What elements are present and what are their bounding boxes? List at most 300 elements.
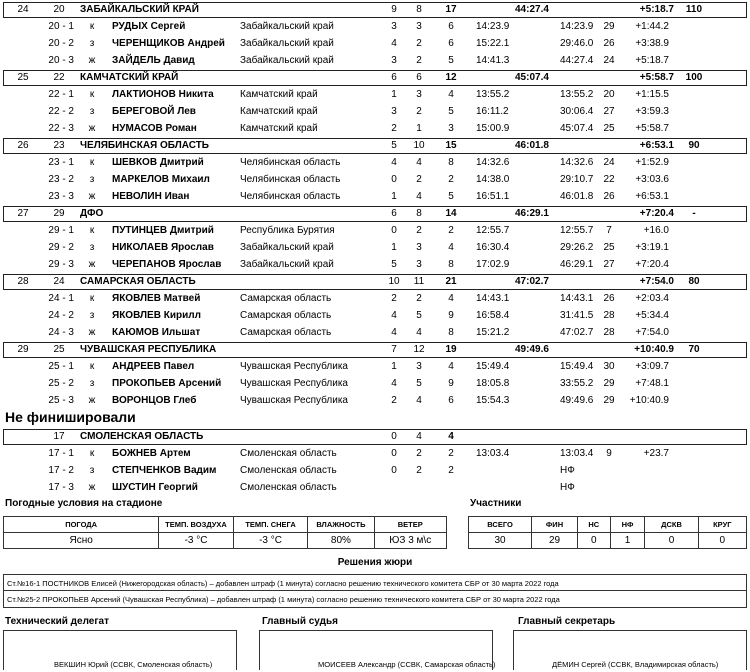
member-id: 22 - 3	[48, 123, 74, 134]
team-c: 21	[445, 276, 457, 287]
team-pts: 80	[688, 276, 700, 287]
member-gap: +5:58.7	[635, 123, 669, 134]
official-name: МОИСЕЕВ Александр (ССВК, Самарская область)	[318, 660, 496, 669]
team-name: КАМЧАТСКИЙ КРАЙ	[80, 72, 179, 83]
member-name: ШУСТИН Георгий	[112, 482, 198, 493]
member-leg: 15:00.9	[476, 123, 510, 134]
weather-header: ТЕМП. СНЕГА	[233, 517, 308, 533]
dnf-title: Не финишировали	[5, 409, 136, 425]
member-total: НФ	[560, 482, 575, 493]
team-name: СМОЛЕНСКАЯ ОБЛАСТЬ	[80, 431, 204, 442]
participants-header: ФИН	[532, 517, 578, 533]
team-place: 24	[17, 4, 29, 15]
member-b: 4	[416, 157, 422, 168]
member-c: 2	[448, 174, 454, 185]
member-c: 4	[448, 293, 454, 304]
member-leg: 16:51.1	[476, 191, 510, 202]
member-name: НИКОЛАЕВ Ярослав	[112, 242, 214, 253]
member-a: 2	[391, 395, 397, 406]
member-name: КАЮМОВ Ильшат	[112, 327, 201, 338]
member-stage: к	[89, 448, 95, 459]
team-time: 46:01.8	[515, 140, 549, 151]
member-a: 4	[391, 327, 397, 338]
team-c: 12	[445, 72, 457, 83]
team-place: 28	[17, 276, 29, 287]
weather-value: -3 °C	[233, 533, 308, 549]
team-time: 46:29.1	[515, 208, 549, 219]
member-id: 29 - 1	[48, 225, 74, 236]
member-stage: к	[89, 157, 95, 168]
member-total: 47:02.7	[560, 327, 594, 338]
member-total: 31:41.5	[560, 310, 594, 321]
team-c: 15	[445, 140, 457, 151]
member-id: 22 - 2	[48, 106, 74, 117]
member-id: 20 - 1	[48, 21, 74, 32]
member-stage: з	[89, 465, 95, 476]
member-b: 2	[416, 448, 422, 459]
member-leg: 16:58.4	[476, 310, 510, 321]
member-c: 4	[448, 89, 454, 100]
participants-header: КРУГ	[698, 517, 746, 533]
member-stage: з	[89, 106, 95, 117]
member-pos: 25	[603, 242, 615, 253]
member-gap: +1:15.5	[635, 89, 669, 100]
member-name: МАРКЕЛОВ Михаил	[112, 174, 210, 185]
member-leg: 17:02.9	[476, 259, 510, 270]
member-region: Чувашская Республика	[240, 361, 348, 372]
team-c: 14	[445, 208, 457, 219]
participants-table	[468, 516, 747, 549]
member-region: Забайкальский край	[240, 38, 334, 49]
member-stage: ж	[88, 395, 96, 406]
member-leg: 18:05.8	[476, 378, 510, 389]
participants-title: Участники	[470, 498, 522, 509]
team-time: 49:49.6	[515, 344, 549, 355]
member-name: ЯКОВЛЕВ Матвей	[112, 293, 201, 304]
member-b: 2	[416, 38, 422, 49]
team-pts: 90	[688, 140, 700, 151]
participants-header: ВСЕГО	[469, 517, 532, 533]
member-b: 3	[416, 21, 422, 32]
member-c: 2	[448, 225, 454, 236]
member-gap: +7:20.4	[635, 259, 669, 270]
member-name: ЯКОВЛЕВ Кирилл	[112, 310, 201, 321]
member-pos: 29	[603, 395, 615, 406]
member-stage: к	[89, 89, 95, 100]
team-pts: -	[692, 208, 696, 219]
member-pos: 27	[603, 106, 615, 117]
member-gap: +6:53.1	[635, 191, 669, 202]
member-b: 2	[416, 106, 422, 117]
member-id: 29 - 3	[48, 259, 74, 270]
member-pos: 26	[603, 293, 615, 304]
member-region: Смоленская область	[240, 482, 337, 493]
member-leg: 14:38.0	[476, 174, 510, 185]
member-stage: ж	[88, 259, 96, 270]
member-b: 3	[416, 361, 422, 372]
member-region: Забайкальский край	[240, 21, 334, 32]
member-a: 3	[391, 55, 397, 66]
member-region: Челябинская область	[240, 174, 341, 185]
team-time: 44:27.4	[515, 4, 549, 15]
member-total: 29:46.0	[560, 38, 594, 49]
team-c: 19	[445, 344, 457, 355]
member-name: ПУТИНЦЕВ Дмитрий	[112, 225, 214, 236]
member-id: 29 - 2	[48, 242, 74, 253]
jury-title: Решения жюри	[337, 557, 413, 568]
team-gap: +5:58.7	[639, 72, 674, 83]
member-c: 2	[448, 465, 454, 476]
team-name: ЧУВАШСКАЯ РЕСПУБЛИКА	[80, 344, 217, 355]
team-num: 25	[53, 344, 65, 355]
weather-header: ВЛАЖНОСТЬ	[308, 517, 374, 533]
member-name: РУДЫХ Сергей	[112, 21, 186, 32]
member-stage: ж	[88, 55, 96, 66]
team-gap: +7:54.0	[639, 276, 674, 287]
member-a: 4	[391, 310, 397, 321]
team-num: 24	[53, 276, 65, 287]
signature-box	[259, 630, 496, 670]
team-name: ЗАБАЙКАЛЬСКИЙ КРАЙ	[80, 4, 199, 15]
member-total: 29:10.7	[560, 174, 594, 185]
member-b: 2	[416, 465, 422, 476]
member-a: 1	[391, 242, 397, 253]
team-b: 4	[416, 431, 422, 442]
member-leg: 15:49.4	[476, 361, 510, 372]
member-b: 3	[416, 259, 422, 270]
team-place: 29	[17, 344, 29, 355]
member-total: 14:32.6	[560, 157, 594, 168]
member-pos: 25	[603, 123, 615, 134]
member-gap: +1:52.9	[635, 157, 669, 168]
member-gap: +3:03.6	[635, 174, 669, 185]
team-b: 10	[413, 140, 425, 151]
member-a: 0	[391, 465, 397, 476]
member-region: Челябинская область	[240, 157, 341, 168]
member-id: 25 - 3	[48, 395, 74, 406]
signature-box	[513, 630, 747, 670]
member-leg: 14:32.6	[476, 157, 510, 168]
member-stage: к	[89, 21, 95, 32]
member-region: Смоленская область	[240, 465, 337, 476]
member-pos: 26	[603, 38, 615, 49]
member-stage: з	[89, 38, 95, 49]
participants-header: НС	[577, 517, 610, 533]
team-name: ДФО	[80, 208, 104, 219]
member-region: Самарская область	[240, 327, 332, 338]
member-total: 45:07.4	[560, 123, 594, 134]
member-a: 4	[391, 378, 397, 389]
member-leg: 14:41.3	[476, 55, 510, 66]
member-leg: 16:30.4	[476, 242, 510, 253]
team-a: 6	[391, 72, 397, 83]
team-time: 45:07.4	[515, 72, 549, 83]
team-a: 10	[388, 276, 400, 287]
member-id: 24 - 3	[48, 327, 74, 338]
member-b: 3	[416, 242, 422, 253]
member-gap: +5:34.4	[635, 310, 669, 321]
member-name: ПРОКОПЬЕВ Арсений	[112, 378, 222, 389]
member-name: ШЕВКОВ Дмитрий	[112, 157, 204, 168]
team-c: 17	[445, 4, 457, 15]
team-num: 23	[53, 140, 65, 151]
team-time: 47:02.7	[515, 276, 549, 287]
member-b: 2	[416, 293, 422, 304]
member-total: 14:23.9	[560, 21, 594, 32]
member-total: 49:49.6	[560, 395, 594, 406]
participants-value: 30	[469, 533, 532, 549]
team-b: 6	[416, 72, 422, 83]
member-a: 2	[391, 293, 397, 304]
member-gap: +10:40.9	[629, 395, 669, 406]
member-total: 29:26.2	[560, 242, 594, 253]
member-c: 5	[448, 55, 454, 66]
member-leg: 15:22.1	[476, 38, 510, 49]
member-name: ВОРОНЦОВ Глеб	[112, 395, 197, 406]
member-name: НЕВОЛИН Иван	[112, 191, 190, 202]
member-stage: ж	[88, 327, 96, 338]
team-b: 8	[416, 4, 422, 15]
team-a: 6	[391, 208, 397, 219]
weather-value: -3 °C	[159, 533, 234, 549]
member-region: Чувашская Республика	[240, 395, 348, 406]
member-id: 17 - 3	[48, 482, 74, 493]
member-id: 17 - 1	[48, 448, 74, 459]
team-pts: 100	[685, 72, 703, 83]
member-id: 25 - 1	[48, 361, 74, 372]
member-total: 30:06.4	[560, 106, 594, 117]
member-c: 6	[448, 21, 454, 32]
member-gap: +1:44.2	[635, 21, 669, 32]
member-b: 4	[416, 327, 422, 338]
member-name: БЕРЕГОВОЙ Лев	[112, 106, 196, 117]
member-stage: з	[89, 310, 95, 321]
team-place: 25	[17, 72, 29, 83]
member-total: 15:49.4	[560, 361, 594, 372]
member-stage: ж	[88, 191, 96, 202]
member-name: ЧЕРЕПАНОВ Ярослав	[112, 259, 222, 270]
team-pts: 110	[685, 4, 703, 15]
member-c: 6	[448, 395, 454, 406]
member-b: 5	[416, 378, 422, 389]
member-c: 4	[448, 242, 454, 253]
jury-decision-2: Ст.№25-2 ПРОКОПЬЕВ Арсений (Чувашская Республика) – добавлен штраф (1 минута) согласно решению технического комитета СБР от 30 марта 2022 года	[3, 591, 747, 608]
member-gap: +2:03.4	[635, 293, 669, 304]
member-id: 17 - 2	[48, 465, 74, 476]
member-gap: +3:59.3	[635, 106, 669, 117]
participants-value: 29	[532, 533, 578, 549]
participants-header: НФ	[610, 517, 645, 533]
member-leg: 15:21.2	[476, 327, 510, 338]
official-role: Главный секретарь	[518, 616, 616, 627]
member-b: 1	[416, 123, 422, 134]
participants-header: ДСКВ	[645, 517, 698, 533]
member-stage: з	[89, 378, 95, 389]
member-id: 25 - 2	[48, 378, 74, 389]
member-b: 4	[416, 191, 422, 202]
member-pos: 28	[603, 327, 615, 338]
member-name: СТЕПЧЕНКОВ Вадим	[112, 465, 217, 476]
member-c: 5	[448, 191, 454, 202]
member-total: 46:29.1	[560, 259, 594, 270]
member-id: 24 - 1	[48, 293, 74, 304]
member-name: АНДРЕЕВ Павел	[112, 361, 195, 372]
member-gap: +3:09.7	[635, 361, 669, 372]
member-leg: 16:11.2	[476, 106, 509, 117]
official-role: Главный судья	[262, 616, 338, 627]
member-region: Камчатский край	[240, 89, 318, 100]
member-region: Чувашская Республика	[240, 378, 348, 389]
team-pts: 70	[688, 344, 700, 355]
member-name: ЧЕРЕНЩИКОВ Андрей	[112, 38, 225, 49]
team-gap: +10:40.9	[634, 344, 674, 355]
member-c: 2	[448, 448, 454, 459]
signature-box	[3, 630, 237, 670]
team-gap: +6:53.1	[639, 140, 674, 151]
team-gap: +5:18.7	[639, 4, 674, 15]
team-a: 7	[391, 344, 397, 355]
member-gap: +3:38.9	[635, 38, 669, 49]
member-stage: ж	[88, 482, 96, 493]
team-num: 17	[53, 431, 65, 442]
member-c: 6	[448, 38, 454, 49]
team-a: 9	[391, 4, 397, 15]
member-a: 0	[391, 448, 397, 459]
member-name: НУМАСОВ Роман	[112, 123, 197, 134]
member-pos: 26	[603, 191, 615, 202]
participants-value: 1	[610, 533, 645, 549]
member-c: 8	[448, 259, 454, 270]
official-name: ВЕКШИН Юрий (ССВК, Смоленская область)	[54, 660, 213, 669]
team-b: 8	[416, 208, 422, 219]
member-id: 20 - 3	[48, 55, 74, 66]
member-stage: к	[89, 293, 95, 304]
member-id: 24 - 2	[48, 310, 74, 321]
team-gap: +7:20.4	[639, 208, 674, 219]
weather-title: Погодные условия на стадионе	[5, 498, 163, 509]
member-pos: 9	[606, 448, 612, 459]
team-c: 4	[448, 431, 454, 442]
member-region: Забайкальский край	[240, 242, 334, 253]
member-b: 3	[416, 89, 422, 100]
team-a: 0	[391, 431, 397, 442]
member-c: 8	[448, 327, 454, 338]
member-region: Самарская область	[240, 310, 332, 321]
member-total: 44:27.4	[560, 55, 594, 66]
member-c: 5	[448, 106, 454, 117]
member-region: Челябинская область	[240, 191, 341, 202]
member-a: 0	[391, 225, 397, 236]
member-pos: 29	[603, 378, 615, 389]
participants-value: 0	[577, 533, 610, 549]
member-id: 23 - 3	[48, 191, 74, 202]
member-a: 1	[391, 191, 397, 202]
member-a: 3	[391, 21, 397, 32]
member-leg: 14:23.9	[476, 21, 510, 32]
member-pos: 30	[603, 361, 615, 372]
member-a: 0	[391, 174, 397, 185]
official-name: ДЁМИН Сергей (ССВК, Владимирская область)	[552, 660, 719, 669]
member-stage: ж	[88, 123, 96, 134]
member-b: 2	[416, 225, 422, 236]
member-total: 13:55.2	[560, 89, 594, 100]
member-c: 3	[448, 123, 454, 134]
participants-value: 0	[645, 533, 698, 549]
team-name: САМАРСКАЯ ОБЛАСТЬ	[80, 276, 196, 287]
member-total: 46:01.8	[560, 191, 594, 202]
team-num: 22	[53, 72, 65, 83]
member-a: 4	[391, 38, 397, 49]
member-id: 23 - 1	[48, 157, 74, 168]
member-name: БОЖНЕВ Артем	[112, 448, 191, 459]
member-id: 23 - 2	[48, 174, 74, 185]
member-region: Камчатский край	[240, 106, 318, 117]
member-b: 2	[416, 55, 422, 66]
member-leg: 13:55.2	[476, 89, 510, 100]
member-gap: +7:54.0	[635, 327, 669, 338]
member-c: 9	[448, 378, 454, 389]
member-c: 8	[448, 157, 454, 168]
weather-header: ТЕМП. ВОЗДУХА	[159, 517, 234, 533]
member-pos: 27	[603, 259, 615, 270]
team-b: 11	[413, 276, 425, 287]
member-pos: 24	[603, 55, 615, 66]
member-leg: 14:43.1	[476, 293, 510, 304]
member-gap: +23.7	[643, 448, 669, 459]
member-pos: 20	[603, 89, 615, 100]
member-id: 22 - 1	[48, 89, 74, 100]
team-place: 26	[17, 140, 29, 151]
weather-value: Ясно	[4, 533, 159, 549]
member-region: Республика Бурятия	[240, 225, 335, 236]
team-a: 5	[391, 140, 397, 151]
member-b: 2	[416, 174, 422, 185]
team-num: 29	[53, 208, 65, 219]
weather-table	[3, 516, 447, 549]
team-num: 20	[53, 4, 65, 15]
member-stage: к	[89, 225, 95, 236]
member-c: 9	[448, 310, 454, 321]
member-leg: 13:03.4	[476, 448, 510, 459]
member-a: 3	[391, 106, 397, 117]
member-pos: 28	[603, 310, 615, 321]
member-b: 4	[416, 395, 422, 406]
member-leg: 12:55.7	[476, 225, 510, 236]
member-total: 33:55.2	[560, 378, 594, 389]
member-total: НФ	[560, 465, 575, 476]
member-name: ЛАКТИОНОВ Никита	[112, 89, 214, 100]
member-region: Самарская область	[240, 293, 332, 304]
member-leg: 15:54.3	[476, 395, 510, 406]
member-c: 4	[448, 361, 454, 372]
team-name: ЧЕЛЯБИНСКАЯ ОБЛАСТЬ	[80, 140, 209, 151]
weather-value: 80%	[308, 533, 374, 549]
member-gap: +7:48.1	[635, 378, 669, 389]
member-total: 13:03.4	[560, 448, 594, 459]
member-stage: з	[89, 174, 95, 185]
member-stage: к	[89, 361, 95, 372]
weather-header: ПОГОДА	[4, 517, 159, 533]
participants-value: 0	[698, 533, 746, 549]
team-place: 27	[17, 208, 29, 219]
member-pos: 29	[603, 21, 615, 32]
team-b: 12	[413, 344, 425, 355]
official-role: Технический делегат	[5, 616, 109, 627]
member-a: 1	[391, 89, 397, 100]
member-a: 1	[391, 361, 397, 372]
member-region: Забайкальский край	[240, 259, 334, 270]
member-a: 5	[391, 259, 397, 270]
